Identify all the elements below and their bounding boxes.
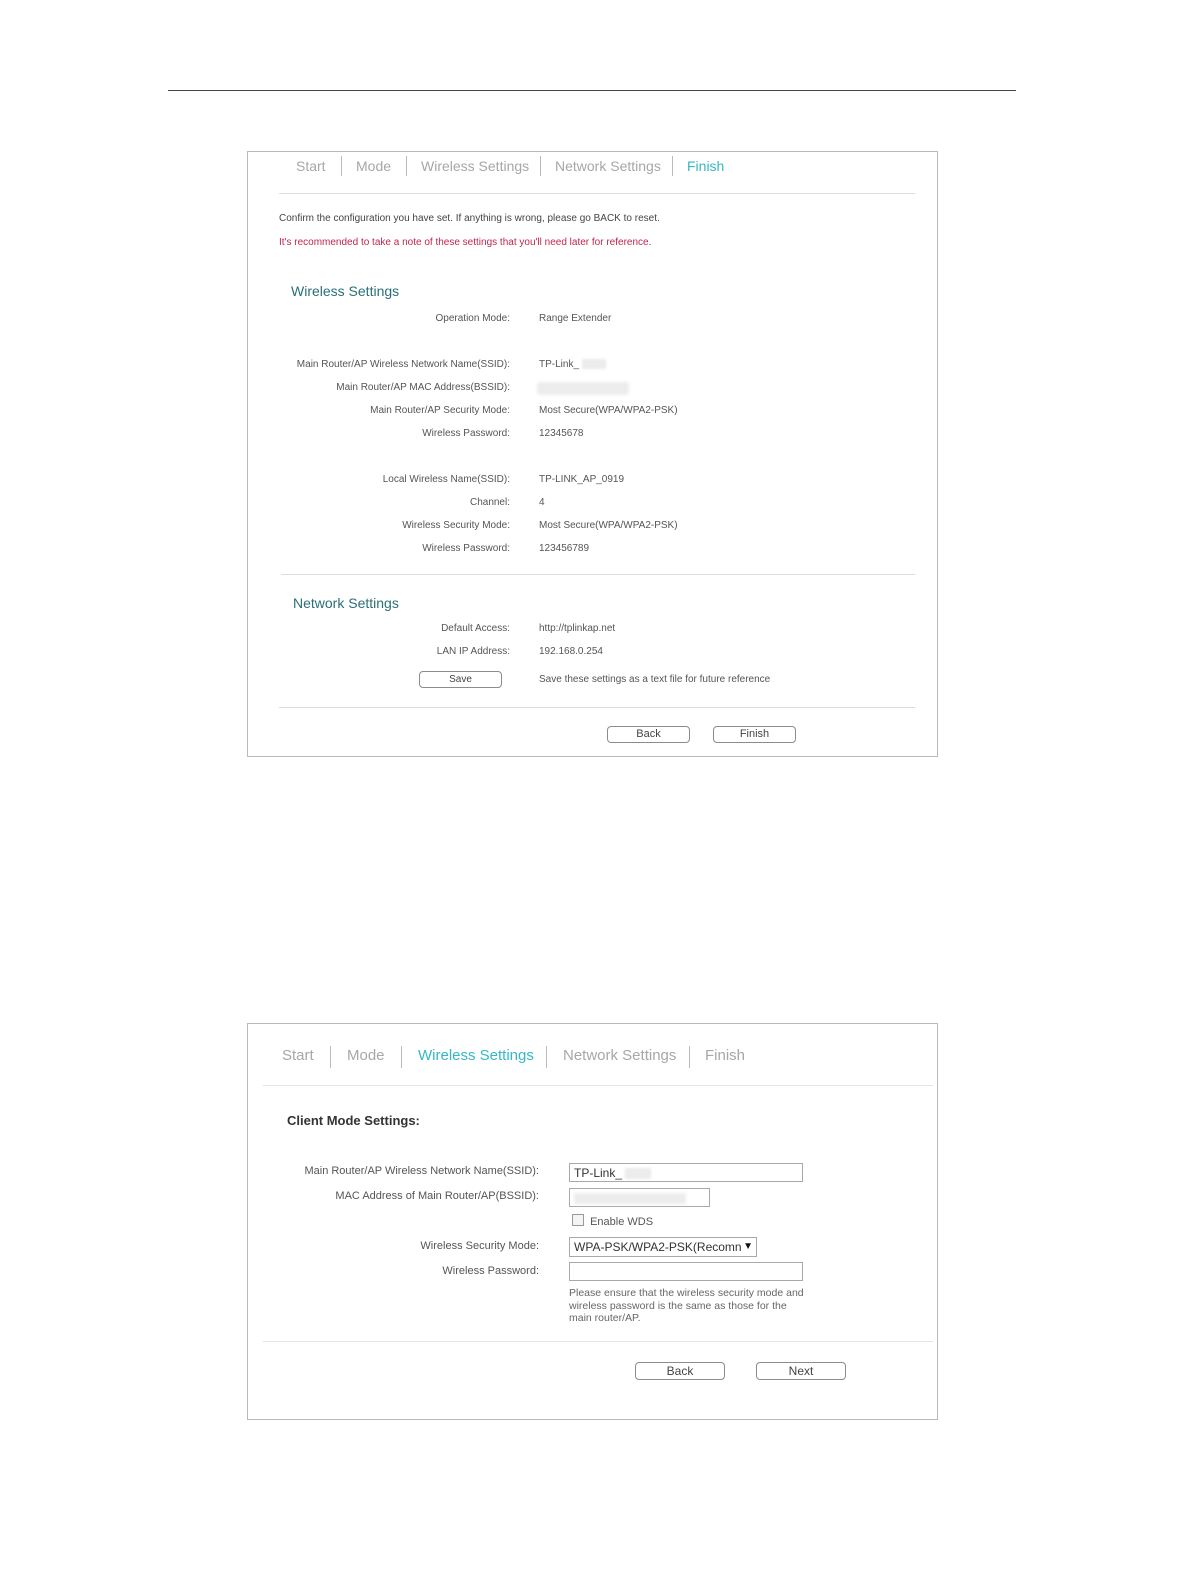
local-ssid-value: TP-LINK_AP_0919 [539,474,625,485]
main-mac-label: Main Router/AP MAC Address(BSSID): [336,382,510,393]
steps-divider [263,1085,933,1086]
security-mode-select[interactable] [569,1237,757,1257]
step-separator [540,156,541,176]
finish-panel [247,151,938,757]
step-separator [672,156,673,176]
password-hint [569,1287,819,1325]
channel-label: Channel: [469,497,510,508]
chevron-down-icon: ▼ [743,1241,753,1252]
step-separator [401,1046,402,1068]
section-divider [281,574,915,575]
default-access-label: Default Access: [441,623,510,634]
step-network-settings[interactable]: Network Settings [555,158,661,174]
redacted-text [625,1168,651,1179]
enable-wds-checkbox[interactable] [572,1214,584,1226]
page-header-rule [168,90,1016,91]
lan-ip-value: 192.168.0.254 [539,646,603,657]
hint-line: wireless password is the same as those for the [569,1299,787,1312]
lan-ip-label: LAN IP Address: [436,646,510,657]
client-mode-panel [247,1023,938,1420]
enable-wds-label: Enable WDS [590,1216,654,1228]
step-finish[interactable]: Finish [687,158,725,174]
step-separator [330,1046,331,1068]
main-ssid-label: Main Router/AP Wireless Network Name(SSID): [296,359,510,370]
ssid-input[interactable] [569,1163,803,1182]
back-button[interactable]: Back [607,726,690,743]
step-network-settings[interactable]: Network Settings [563,1047,677,1064]
mac-input[interactable] [569,1188,710,1207]
hint-line: main router/AP. [569,1312,641,1324]
step-separator [689,1046,690,1068]
security-mode-label: Wireless Security Mode: [420,1240,539,1252]
confirm-text: Confirm the configuration you have set. If anything is wrong, please go BACK to reset. [279,213,660,224]
step-mode[interactable]: Mode [347,1047,385,1064]
wizard-steps [248,1024,937,1084]
finish-button[interactable]: Finish [713,726,796,743]
local-security-label: Wireless Security Mode: [402,520,510,531]
back-button[interactable]: Back [635,1362,725,1380]
next-button[interactable]: Next [756,1362,846,1380]
operation-mode-label: Operation Mode: [435,313,510,324]
wireless-settings-title: Wireless Settings [291,283,400,299]
save-button[interactable]: Save [419,671,502,688]
footer-divider [279,707,915,708]
redacted-text [582,359,606,369]
local-ssid-label: Local Wireless Name(SSID): [382,474,510,485]
step-wireless-settings[interactable]: Wireless Settings [418,1047,534,1064]
save-hint: Save these settings as a text file for future reference [539,674,771,685]
main-security-value: Most Secure(WPA/WPA2-PSK) [539,405,678,416]
client-mode-heading: Client Mode Settings: [287,1113,420,1128]
main-ssid-value [539,359,606,370]
step-start[interactable]: Start [296,158,326,174]
step-separator [341,156,342,176]
default-access-value: http://tplinkap.net [539,623,616,634]
network-settings-title: Network Settings [293,595,399,611]
steps-divider [279,193,915,194]
mac-label: MAC Address of Main Router/AP(BSSID): [335,1190,539,1202]
local-password-label: Wireless Password: [422,543,510,554]
enable-wds-row [572,1214,653,1228]
main-ssid-text: TP-Link_ [539,359,580,370]
security-mode-selected: WPA-PSK/WPA2-PSK(Recomn [574,1240,742,1254]
step-mode[interactable]: Mode [356,158,392,174]
recommend-text: It's recommended to take a note of these settings that you'll need later for reference. [279,237,652,248]
main-password-label: Wireless Password: [422,428,510,439]
redacted-mac-value [537,382,629,395]
step-separator [406,156,407,176]
main-password-value: 12345678 [539,428,584,439]
operation-mode-value: Range Extender [539,313,612,324]
ssid-label: Main Router/AP Wireless Network Name(SSID): [304,1165,539,1177]
step-separator [546,1046,547,1068]
local-security-value: Most Secure(WPA/WPA2-PSK) [539,520,678,531]
local-password-value: 123456789 [539,543,590,554]
main-security-label: Main Router/AP Security Mode: [370,405,510,416]
step-wireless-settings[interactable]: Wireless Settings [421,158,530,174]
hint-line: Please ensure that the wireless security mode and [569,1287,804,1299]
footer-divider [263,1341,933,1342]
ssid-input-text: TP-Link_ [574,1166,623,1180]
channel-value: 4 [539,497,545,508]
wizard-steps [248,152,937,192]
step-start[interactable]: Start [282,1047,314,1064]
redacted-mac-value [574,1193,686,1204]
step-finish[interactable]: Finish [705,1047,746,1064]
password-input[interactable] [569,1262,803,1281]
password-label: Wireless Password: [442,1265,539,1277]
